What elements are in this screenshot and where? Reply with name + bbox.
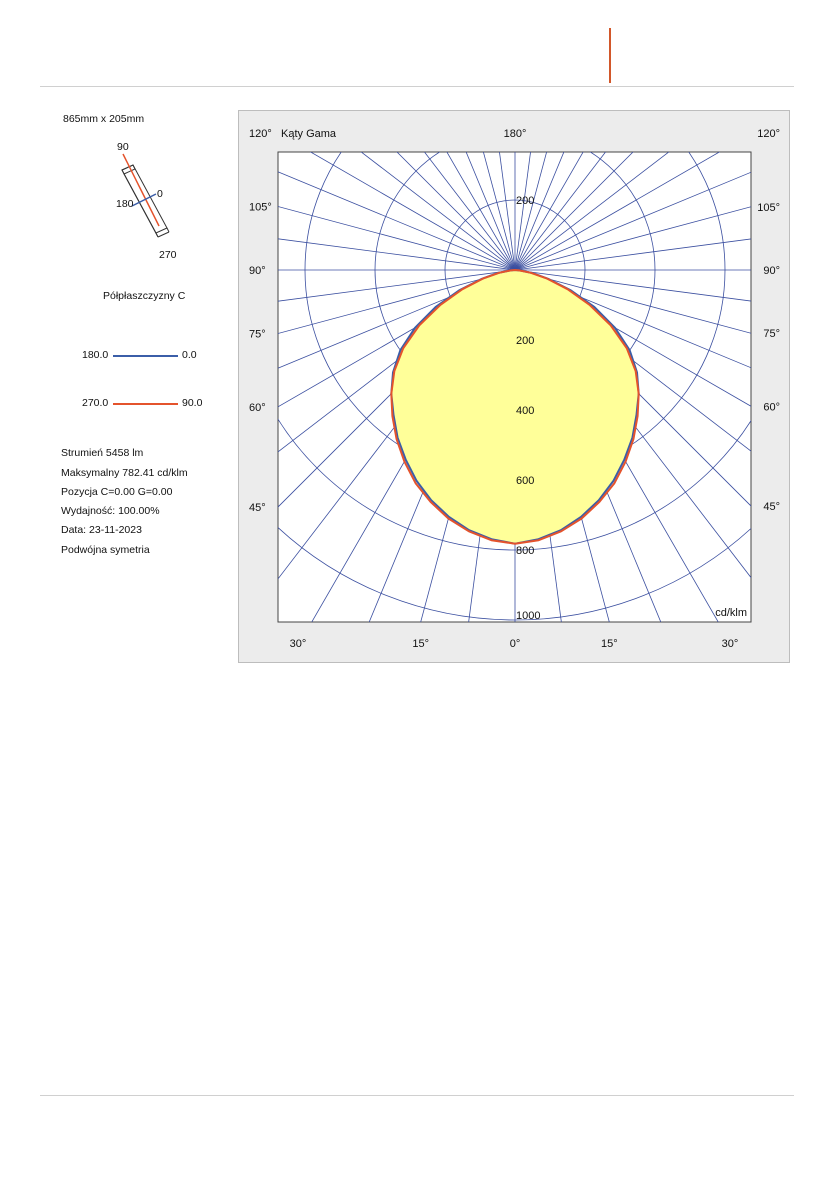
luminaire-info-panel — [0, 0, 230, 700]
legend-line-blue — [113, 355, 178, 357]
angle-label-left-5: 45° — [249, 502, 266, 514]
axis-label-270: 270 — [159, 249, 177, 261]
stat-flux: Strumień 5458 lm — [61, 447, 144, 459]
angle-label-bottom-2: 15° — [412, 638, 430, 650]
angle-label-bottom-5: 30° — [721, 638, 739, 650]
luminaire-orientation-icon — [100, 138, 190, 263]
legend-left-label-2: 270.0 — [82, 397, 109, 409]
stat-date: Data: 23-11-2023 — [61, 524, 142, 536]
radial-label-down-4: 800 — [516, 545, 535, 557]
footer-divider — [40, 1095, 794, 1096]
chart-title: Kąty Gama — [281, 128, 337, 140]
angle-label-top-right: 120° — [757, 128, 780, 140]
dimensions-text: 865mm x 205mm — [63, 113, 145, 125]
polar-chart — [239, 111, 789, 662]
angle-label-bottom-3: 0° — [509, 638, 521, 650]
axis-label-90: 90 — [117, 141, 129, 153]
radial-label-down-5: 1000 — [516, 610, 541, 622]
halfplanes-title: Półpłaszczyzny C — [103, 290, 186, 302]
angle-label-left-2: 90° — [249, 265, 266, 277]
radial-label-down-2: 400 — [516, 405, 535, 417]
stat-position: Pozycja C=0.00 G=0.00 — [61, 486, 173, 498]
stat-efficiency: Wydajność: 100.00% — [61, 505, 160, 517]
angle-label-right-3: 75° — [763, 328, 780, 341]
legend-line-red — [113, 403, 178, 405]
legend-right-label-2: 90.0 — [182, 397, 203, 409]
angle-label-right-2: 90° — [763, 265, 780, 277]
stat-max: Maksymalny 782.41 cd/klm — [61, 467, 188, 479]
legend-right-label-1: 0.0 — [182, 349, 197, 361]
angle-label-left-4: 60° — [249, 401, 266, 414]
stat-symmetry: Podwójna symetria — [61, 544, 150, 556]
radial-label-up-1: 200 — [516, 195, 535, 207]
axis-label-0: 0 — [157, 188, 163, 200]
unit-label: cd/klm — [715, 607, 747, 619]
angle-label-top-left: 120° — [249, 128, 272, 140]
radial-label-down-1: 200 — [516, 335, 535, 347]
angle-label-bottom-1: 30° — [289, 638, 307, 650]
angle-label-right-4: 60° — [763, 401, 780, 414]
angle-label-right-5: 45° — [763, 501, 780, 513]
angle-label-right-1: 105° — [757, 201, 780, 214]
angle-label-bottom-4: 15° — [600, 638, 618, 650]
radial-label-down-3: 600 — [516, 475, 535, 487]
legend-left-label-1: 180.0 — [82, 349, 109, 361]
header-accent-bar — [609, 28, 611, 83]
polar-chart-frame — [238, 110, 790, 663]
axis-label-180: 180 — [116, 198, 134, 210]
angle-label-top-center: 180° — [503, 128, 527, 140]
angle-label-left-1: 105° — [249, 201, 272, 214]
angle-label-left-3: 75° — [249, 328, 266, 341]
